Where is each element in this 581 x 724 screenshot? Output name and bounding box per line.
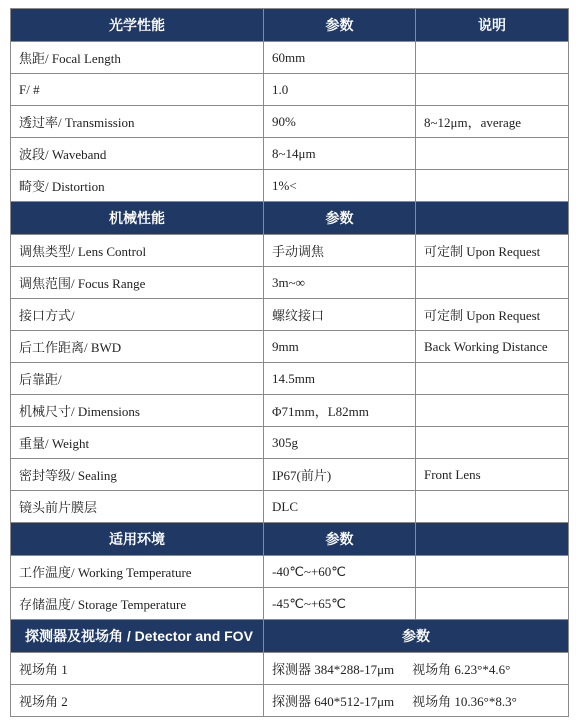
row-value: -40℃~+60℃ xyxy=(264,556,416,588)
row-note xyxy=(416,74,569,106)
table-row xyxy=(11,395,569,427)
header-cell: 参数 xyxy=(264,9,416,42)
row-note xyxy=(416,363,569,395)
spec-sheet xyxy=(10,8,568,717)
section-header-environment xyxy=(11,523,569,556)
table-row xyxy=(11,427,569,459)
row-label: 畸变/ Distortion xyxy=(11,170,264,202)
header-cell: 光学性能 xyxy=(11,9,264,42)
row-label: 后靠距/ xyxy=(11,363,264,395)
row-value: 90% xyxy=(264,106,416,138)
detector-spec: 探测器 640*512-17μm xyxy=(272,694,395,709)
header-cell: 探测器及视场角 / Detector and FOV xyxy=(11,620,264,653)
row-label: 密封等级/ Sealing xyxy=(11,459,264,491)
header-cell xyxy=(416,202,569,235)
row-label: 机械尺寸/ Dimensions xyxy=(11,395,264,427)
row-note xyxy=(416,170,569,202)
row-note xyxy=(416,42,569,74)
row-note xyxy=(416,427,569,459)
header-cell: 参数 xyxy=(264,620,569,653)
row-note xyxy=(416,588,569,620)
table-row xyxy=(11,331,569,363)
row-note xyxy=(416,491,569,523)
header-cell: 机械性能 xyxy=(11,202,264,235)
row-note: Back Working Distance xyxy=(416,331,569,363)
fov-value-cell xyxy=(264,685,569,717)
row-note xyxy=(416,556,569,588)
table-row xyxy=(11,74,569,106)
row-value: 9mm xyxy=(264,331,416,363)
table-row xyxy=(11,267,569,299)
row-label: 调焦类型/ Lens Control xyxy=(11,235,264,267)
row-label: 后工作距离/ BWD xyxy=(11,331,264,363)
row-label: F/ # xyxy=(11,74,264,106)
header-cell xyxy=(416,523,569,556)
table-row xyxy=(11,491,569,523)
row-note: 8~12μm，average xyxy=(416,106,569,138)
table-row xyxy=(11,363,569,395)
row-label: 焦距/ Focal Length xyxy=(11,42,264,74)
row-note xyxy=(416,267,569,299)
row-note xyxy=(416,138,569,170)
row-note: 可定制 Upon Request xyxy=(416,235,569,267)
table-row xyxy=(11,299,569,331)
row-label: 工作温度/ Working Temperature xyxy=(11,556,264,588)
row-label: 存储温度/ Storage Temperature xyxy=(11,588,264,620)
fov-spec: 视场角 10.36°*8.3° xyxy=(412,694,517,709)
spec-table xyxy=(10,8,569,717)
table-row xyxy=(11,588,569,620)
row-value: DLC xyxy=(264,491,416,523)
fov-spec: 视场角 6.23°*4.6° xyxy=(412,662,511,677)
row-value: 60mm xyxy=(264,42,416,74)
header-cell: 适用环境 xyxy=(11,523,264,556)
table-row xyxy=(11,42,569,74)
row-label: 透过率/ Transmission xyxy=(11,106,264,138)
table-row xyxy=(11,138,569,170)
row-value: 1.0 xyxy=(264,74,416,106)
section-header-optical xyxy=(11,9,569,42)
fov-value-cell xyxy=(264,653,569,685)
table-row xyxy=(11,459,569,491)
row-value: 1%< xyxy=(264,170,416,202)
header-cell: 参数 xyxy=(264,202,416,235)
row-value: 8~14μm xyxy=(264,138,416,170)
header-cell: 参数 xyxy=(264,523,416,556)
section-header-fov xyxy=(11,620,569,653)
row-note xyxy=(416,395,569,427)
table-row xyxy=(11,235,569,267)
table-row xyxy=(11,685,569,717)
header-cell: 说明 xyxy=(416,9,569,42)
row-label: 接口方式/ xyxy=(11,299,264,331)
row-note: Front Lens xyxy=(416,459,569,491)
row-label: 调焦范围/ Focus Range xyxy=(11,267,264,299)
section-header-mechanical xyxy=(11,202,569,235)
row-value: IP67(前片) xyxy=(264,459,416,491)
table-row xyxy=(11,653,569,685)
row-label: 镜头前片膜层 xyxy=(11,491,264,523)
row-note: 可定制 Upon Request xyxy=(416,299,569,331)
row-label: 重量/ Weight xyxy=(11,427,264,459)
detector-spec: 探测器 384*288-17μm xyxy=(272,662,395,677)
table-row xyxy=(11,556,569,588)
row-value: -45℃~+65℃ xyxy=(264,588,416,620)
row-value: 3m~∞ xyxy=(264,267,416,299)
row-label: 波段/ Waveband xyxy=(11,138,264,170)
table-row xyxy=(11,170,569,202)
row-value: 手动调焦 xyxy=(264,235,416,267)
row-value: 14.5mm xyxy=(264,363,416,395)
row-value: Φ71mm，L82mm xyxy=(264,395,416,427)
table-row xyxy=(11,106,569,138)
row-value: 305g xyxy=(264,427,416,459)
row-label: 视场角 2 xyxy=(11,685,264,717)
row-label: 视场角 1 xyxy=(11,653,264,685)
row-value: 螺纹接口 xyxy=(264,299,416,331)
